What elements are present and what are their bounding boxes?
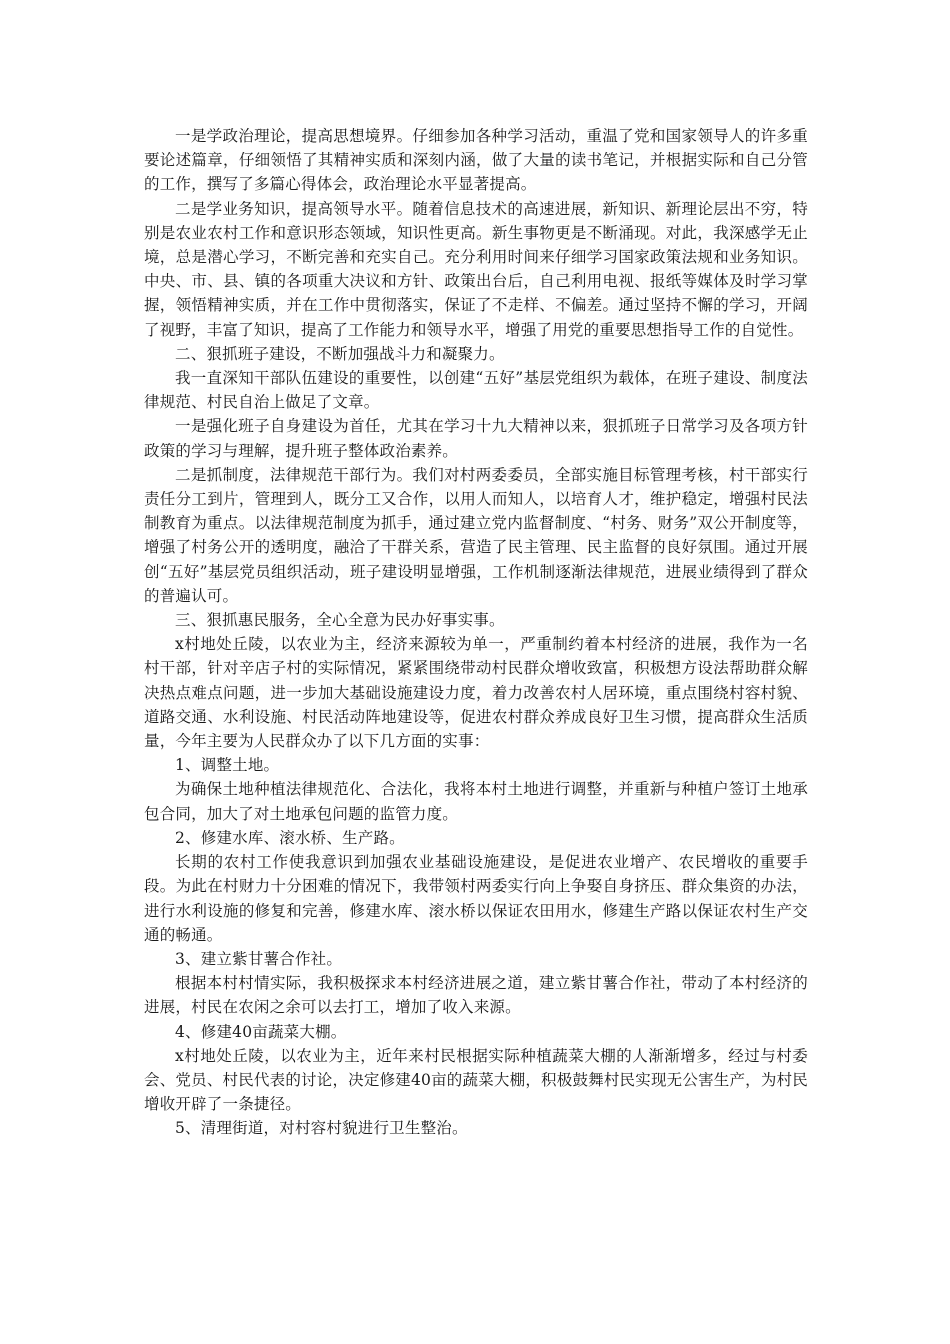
item-heading-reservoir-bridge-road: 2、修建水库、滚水桥、生产路。 <box>175 828 405 847</box>
paragraph-team-building-intro: 我一直深知干部队伍建设的重要性，以创建“五好”基层党组织为载体，在班子建设、制度法律规范、村民自治上做足了文章。 <box>144 369 808 412</box>
item-heading-land-adjustment: 1、调整土地。 <box>175 756 280 775</box>
section-heading-public-service: 三、狠抓惠民服务，全心全意为民办好事实事。 <box>175 611 505 630</box>
paragraph-vegetable-greenhouse: x村地处丘陵，以农业为主，近年来村民根据实际种植蔬菜大棚的人渐渐增多，经过与村委会、党员、村民代表的讨论，决定修建40亩的蔬菜大棚，积极鼓舞村民实现无公害生产，为村民增收开辟了一条捷径。 <box>144 1046 808 1114</box>
document-body <box>144 124 808 1141</box>
paragraph-study-politics: 一是学政治理论，提高思想境界。仔细参加各种学习活动，重温了党和国家领导人的许多重要论述篇章，仔细领悟了其精神实质和深刻内涵，做了大量的读书笔记，并根据实际和自己分管的工作，撰写了多篇心得体会，政治理论水平显著提高。 <box>144 127 808 194</box>
item-heading-vegetable-greenhouse: 4、修建40亩蔬菜大棚。 <box>175 1022 347 1041</box>
paragraph-team-self-building: 一是强化班子自身建设为首任，尤其在学习十九大精神以来，狠抓班子日常学习及各项方针政策的学习与理解，提升班子整体政治素养。 <box>144 417 808 460</box>
paragraph-system-regulation: 二是抓制度，法律规范干部行为。我们对村两委委员，全部实施目标管理考核，村干部实行责任分工到片，管理到人，既分工又合作，以用人而知人，以培育人才，维护稳定，增强村民法制教育为重点。以法律规范制度为抓手，通过建立党内监督制度、“村务、财务”双公开制度等，增强了村务公开的透明度，融洽了干群关系，营造了民主管理、民主监督的良好氛围。通过开展创“五好”基层党员组织活动，班子建设明显增强，工作机制逐渐法律规范，进展业绩得到了群众的普遍认可。 <box>144 465 808 605</box>
item-heading-sweet-potato-coop: 3、建立紫甘薯合作社。 <box>175 949 343 968</box>
section-heading-team-building: 二、狠抓班子建设，不断加强战斗力和凝聚力。 <box>175 344 505 363</box>
paragraph-village-overview: x村地处丘陵，以农业为主，经济来源较为单一，严重制约着本村经济的进展，我作为一名村干部，针对辛店子村的实际情况，紧紧围绕带动村民群众增收致富，积极想方设法帮助群众解决热点难点问题，进一步加大基础设施建设力度，着力改善农村人居环境，重点围绕村容村貌、道路交通、水利设施、村民活动阵地建设等，促进农村群众养成良好卫生习惯，提高群众生活质量，今年主要为人民群众办了以下几方面的实事： <box>144 635 808 751</box>
paragraph-study-business: 二是学业务知识，提高领导水平。随着信息技术的高速进展，新知识、新理论层出不穷，特别是农业农村工作和意识形态领域，知识性更高。新生事物更是不断涌现。对此，我深感学无止境，总是潜心学习，不断完善和充实自己。充分利用时间来仔细学习国家政策法规和业务知识。中央、市、县、镇的各项重大决议和方针、政策出台后，自己利用电视、报纸等媒体及时学习掌握，领悟精神实质，并在工作中贯彻落实，保证了不走样、不偏差。通过坚持不懈的学习，开阔了视野，丰富了知识，提高了工作能力和领导水平，增强了用党的重要思想指导工作的自觉性。 <box>144 199 808 339</box>
paragraph-sweet-potato-coop: 根据本村村情实际，我积极探求本村经济进展之道，建立紫甘薯合作社，带动了本村经济的进展，村民在农闲之余可以去打工，增加了收入来源。 <box>144 974 808 1017</box>
paragraph-land-adjustment: 为确保土地种植法律规范化、合法化，我将本村土地进行调整，并重新与种植户签订土地承包合同，加大了对土地承包问题的监管力度。 <box>144 780 808 823</box>
paragraph-infrastructure: 长期的农村工作使我意识到加强农业基础设施建设，是促进农业增产、农民增收的重要手段。为此在村财力十分困难的情况下，我带领村两委实行向上争娶自身挤压、群众集资的办法，进行水利设施的修复和完善，修建水库、滚水桥以保证农田用水，修建生产路以保证农村生产交通的畅通。 <box>144 853 808 944</box>
item-heading-street-cleaning: 5、清理街道，对村容村貌进行卫生整治。 <box>175 1119 468 1138</box>
